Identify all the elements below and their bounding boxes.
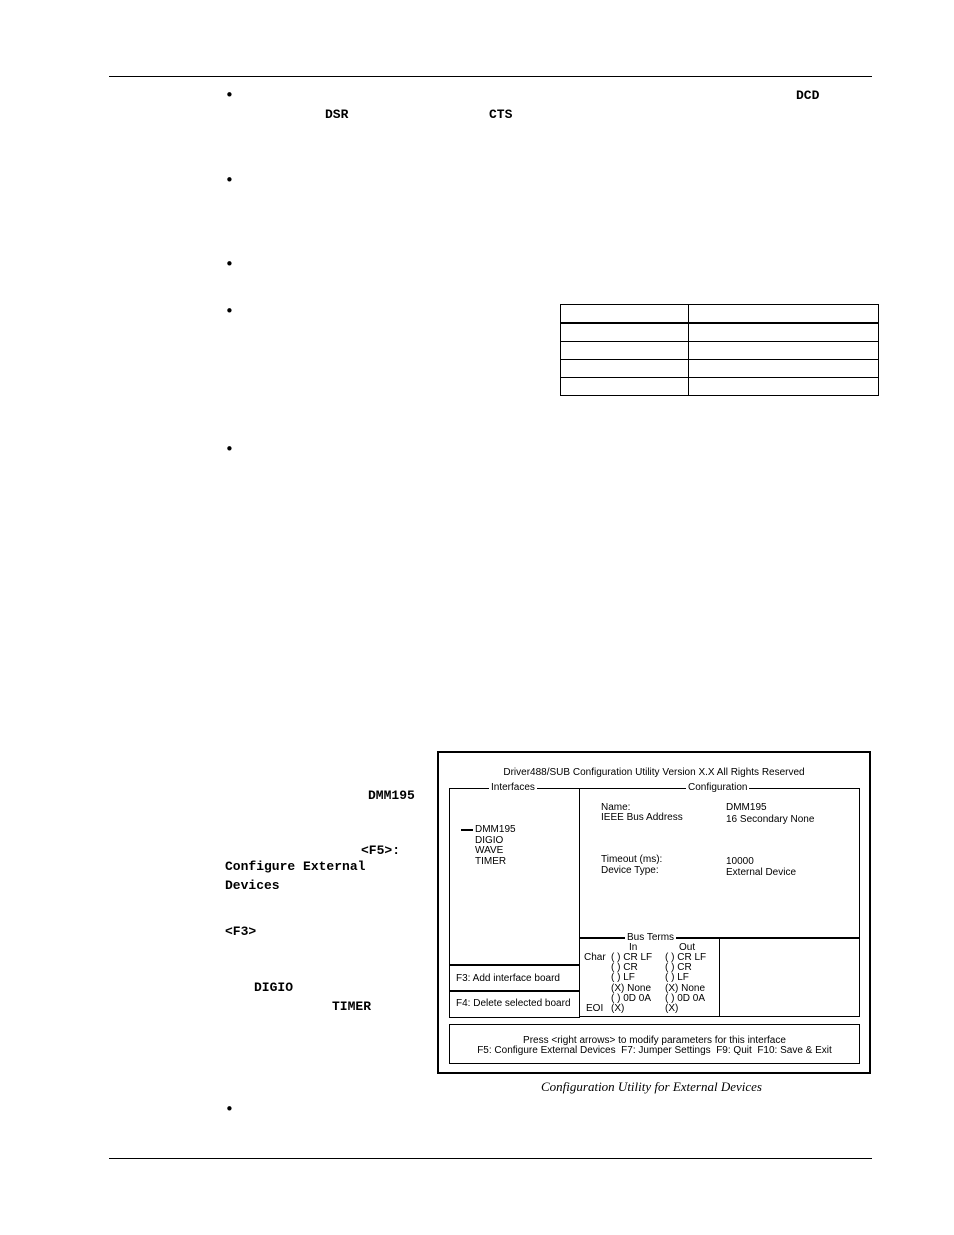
configuration-legend: Configuration	[688, 782, 748, 793]
term-dmm195: DMM195	[368, 788, 415, 803]
out-option-crlf[interactable]: ( ) CR LF	[665, 952, 707, 963]
delete-board-button[interactable]: F4: Delete selected board	[456, 998, 571, 1009]
bus-terms-out-header: Out	[679, 942, 696, 953]
term-dsr: DSR	[325, 107, 349, 122]
in-option-crlf[interactable]: ( ) CR LF	[611, 952, 653, 963]
field-value-bus-address[interactable]: 16 Secondary None	[726, 814, 815, 825]
term-cts: CTS	[489, 107, 513, 122]
in-option-lf[interactable]: ( ) LF	[611, 972, 635, 983]
field-value-device-type[interactable]: External Device	[726, 867, 797, 878]
table-row	[561, 342, 879, 360]
term-dcd: DCD	[796, 88, 820, 103]
field-label-timeout: Timeout (ms):	[601, 854, 663, 865]
settings-table	[560, 304, 879, 396]
field-label-device-type: Device Type:	[601, 865, 659, 876]
help-line-1: Press <right arrows> to modify parameters for this interface	[523, 1035, 786, 1046]
field-label-bus-address: IEEE Bus Address	[601, 812, 683, 823]
header-rule	[109, 76, 872, 77]
out-option-0d0a[interactable]: ( ) 0D 0A	[665, 993, 706, 1004]
char-label: Char	[584, 952, 606, 963]
term-devices: Devices	[225, 878, 280, 893]
term-f3-key: <F3>	[225, 924, 257, 939]
table-row	[561, 323, 879, 342]
in-option-cr[interactable]: ( ) CR	[611, 962, 638, 973]
term-digio: DIGIO	[254, 980, 294, 995]
in-option-0d0a[interactable]: ( ) 0D 0A	[611, 993, 652, 1004]
out-option-eoi[interactable]: (X)	[665, 1003, 679, 1014]
term-f5-key: <F5>:	[361, 843, 401, 858]
interface-item-dmm195[interactable]: DMM195	[475, 824, 516, 835]
term-timer: TIMER	[332, 999, 372, 1014]
bullet-4: •	[225, 302, 234, 320]
term-configure-external: Configure External	[225, 859, 366, 874]
interface-item-wave[interactable]: WAVE	[475, 845, 504, 856]
table-row	[561, 378, 879, 396]
figure-caption: Configuration Utility for External Devices	[541, 1079, 762, 1094]
bus-terms-in-header: In	[629, 942, 638, 953]
bullet-6: •	[225, 1100, 234, 1118]
field-value-timeout[interactable]: 10000	[726, 856, 754, 867]
field-value-name[interactable]: DMM195	[726, 802, 767, 813]
eoi-label: EOI	[586, 1003, 604, 1014]
empty-side-panel	[719, 937, 860, 1017]
out-option-cr[interactable]: ( ) CR	[665, 962, 692, 973]
footer-rule	[109, 1158, 872, 1159]
bullet-5: •	[225, 440, 234, 458]
in-option-eoi[interactable]: (X)	[611, 1003, 625, 1014]
out-option-lf[interactable]: ( ) LF	[665, 972, 689, 983]
screen-title: Driver488/SUB Configuration Utility Version X.X All Rights Reserved	[503, 767, 805, 778]
interface-item-digio[interactable]: DIGIO	[475, 835, 504, 846]
interfaces-panel	[449, 788, 580, 966]
bullet-3: •	[225, 255, 234, 273]
bullet-1: •	[225, 86, 234, 104]
interface-item-timer[interactable]: TIMER	[475, 856, 507, 867]
selection-marker	[461, 829, 473, 831]
add-board-button[interactable]: F3: Add interface board	[456, 973, 560, 984]
config-utility-screen	[437, 751, 871, 1074]
interfaces-legend: Interfaces	[491, 782, 535, 793]
table-header-row	[561, 305, 879, 324]
help-line-2: F5: Configure External Devices F7: Jumper Settings F9: Quit F10: Save & Exit	[477, 1045, 832, 1056]
field-label-name: Name:	[601, 802, 631, 813]
bullet-2: •	[225, 171, 234, 189]
out-option-none[interactable]: (X) None	[665, 983, 706, 994]
bus-terms-legend: Bus Terms	[627, 932, 675, 943]
in-option-none[interactable]: (X) None	[611, 983, 652, 994]
table-row	[561, 360, 879, 378]
